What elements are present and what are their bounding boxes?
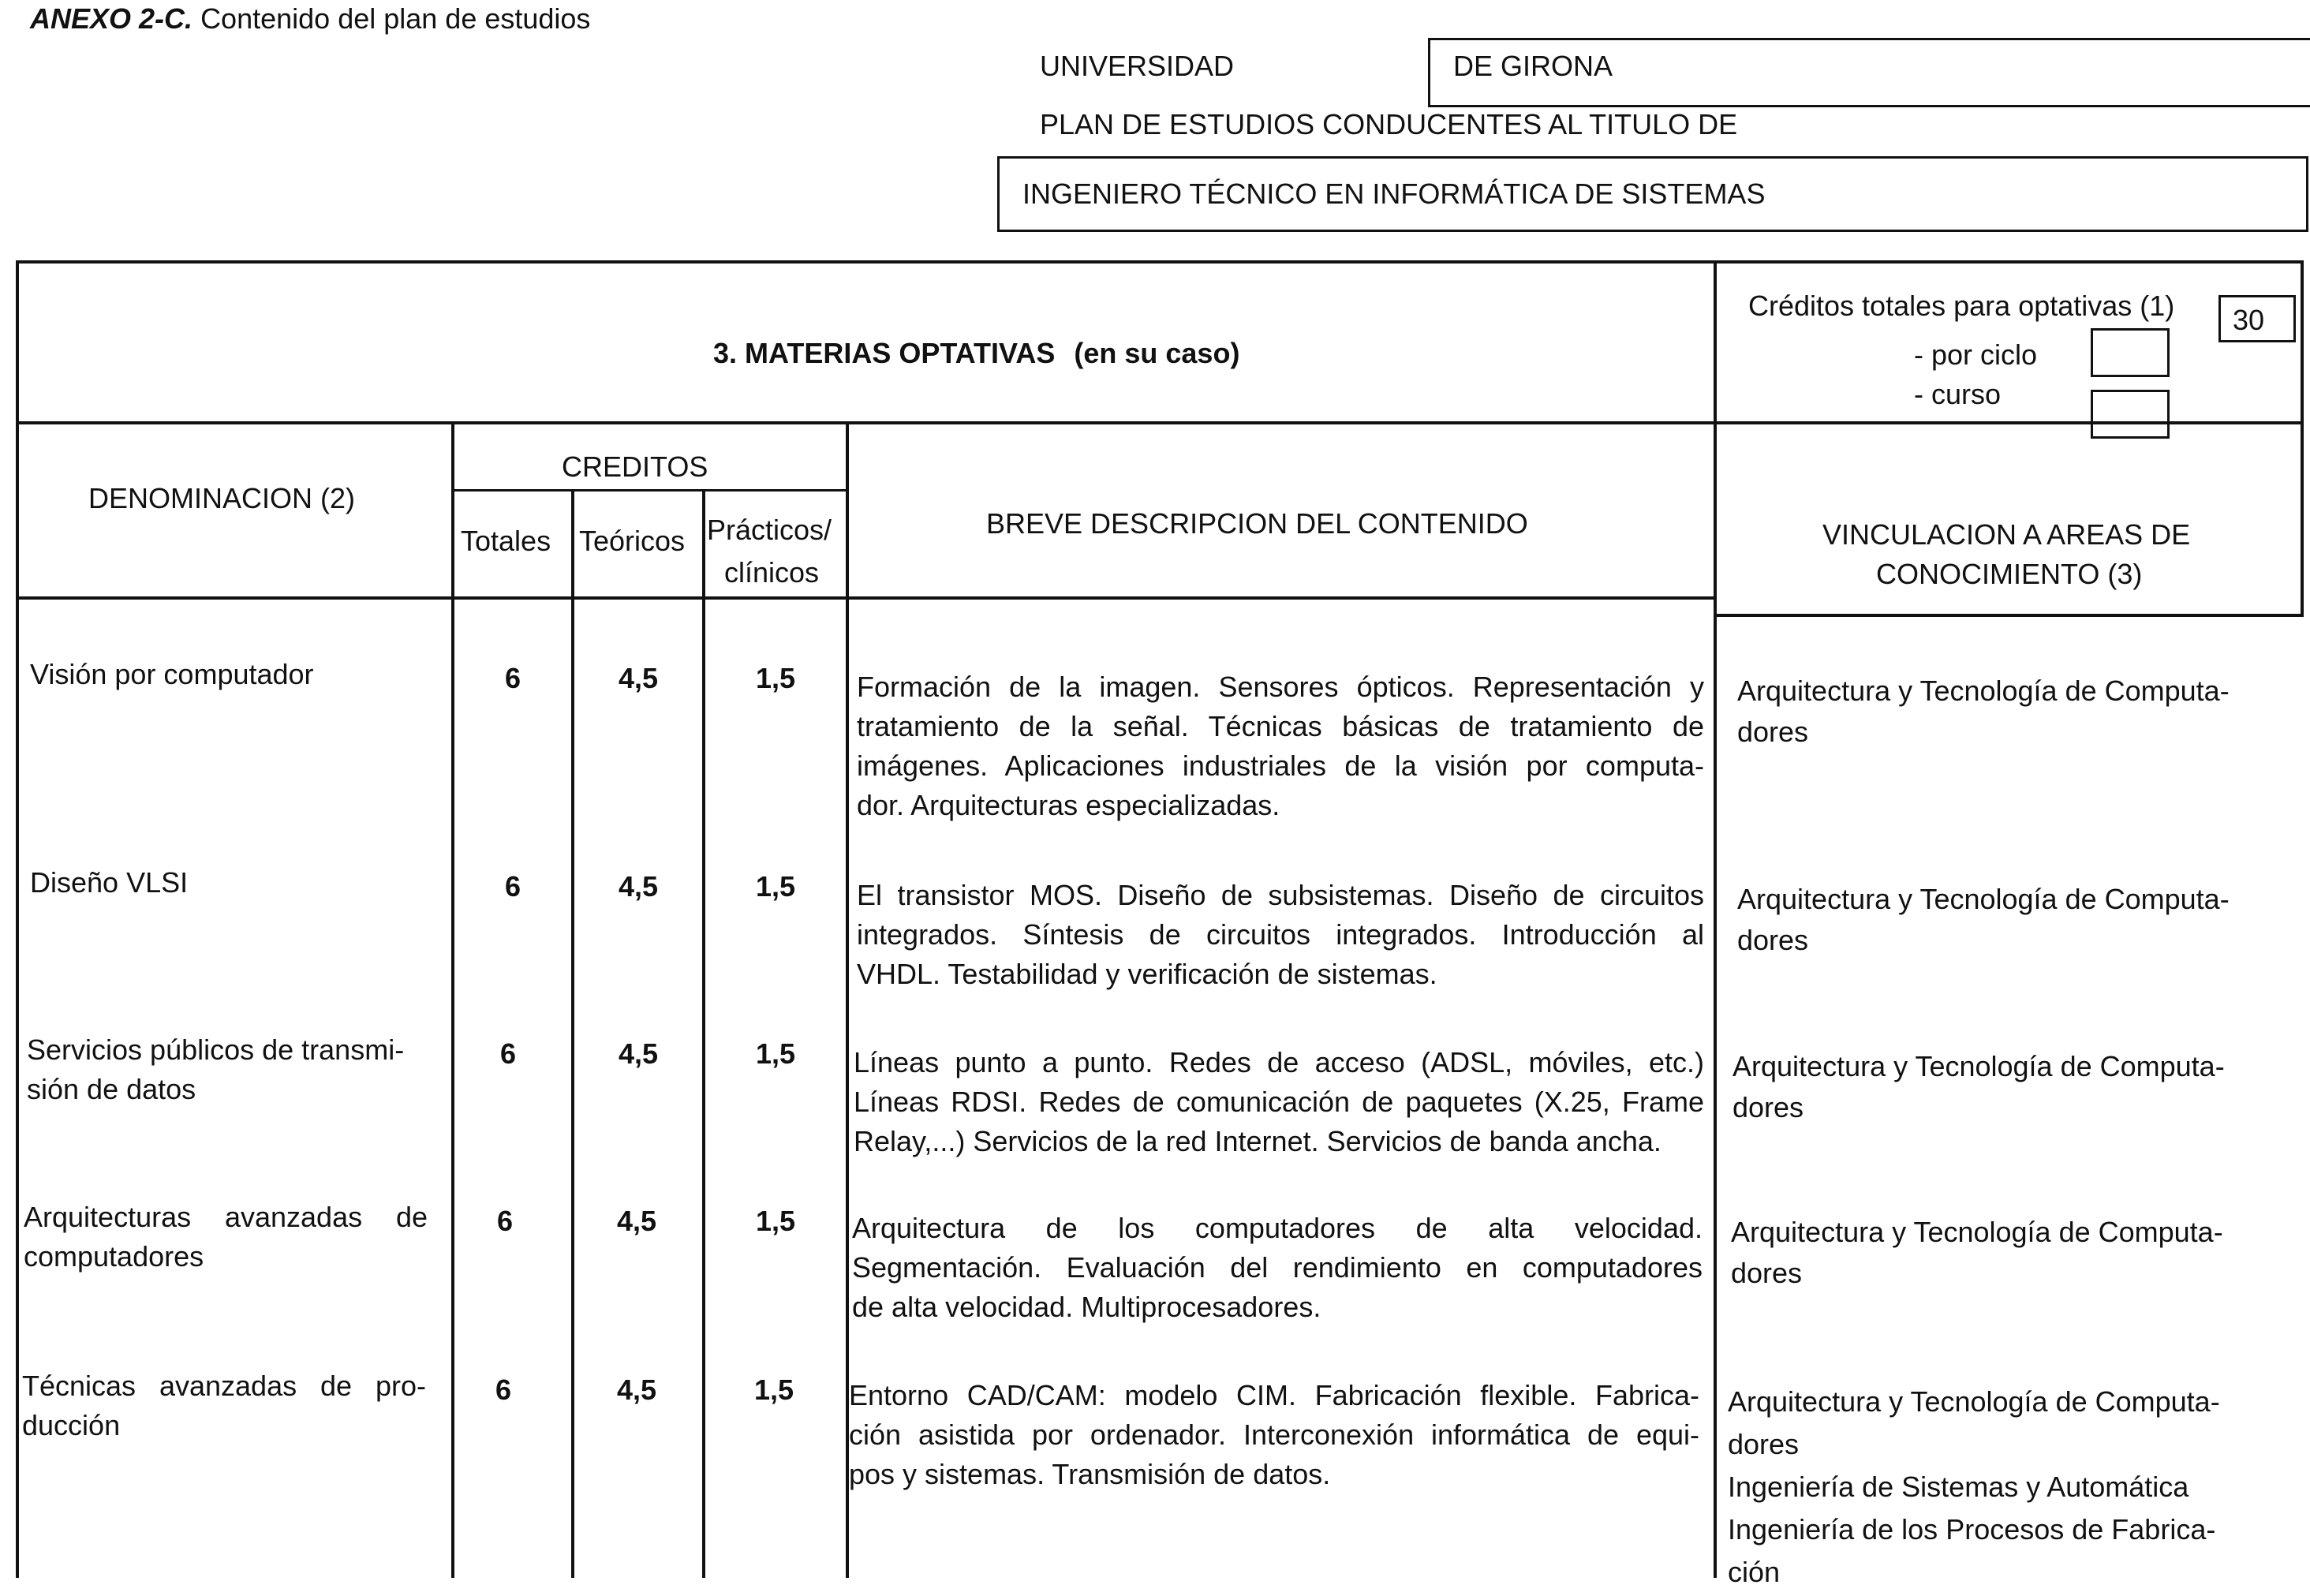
row-3-theory: 4,5 xyxy=(618,1037,659,1070)
col-areas-2: CONOCIMIENTO (3) xyxy=(1876,558,2143,590)
divider-totals xyxy=(571,491,574,1578)
row-1-description: Formación de la imagen. Sensores ópticos. Representación y tratamiento de la señal. Técnicas básicas de tratamiento de imágenes. Aplicaciones industriales de la visión por computa- dor. Arquitecturas especializadas. xyxy=(857,671,1704,821)
row-2-description: El transistor MOS. Diseño de subsistemas. Diseño de circuitos integrados. Síntesis de circuitos integrados. Introducción al VHDL. Testabilidad y verificación de sistemas. xyxy=(857,879,1704,990)
credits-total-value: 30 xyxy=(2233,304,2265,336)
section-subtitle: (en su caso) xyxy=(1074,337,1240,369)
section-title-text: 3. MATERIAS OPTATIVAS xyxy=(713,337,1056,369)
plan-label: PLAN DE ESTUDIOS CONDUCENTES AL TITULO DE xyxy=(1040,108,1738,140)
row-5-description: Entorno CAD/CAM: modelo CIM. Fabricación flexible. Fabrica- ción asistida por ordenador. Interconexión informática de equi- pos y sistemas. Transmisión de datos. xyxy=(849,1379,1699,1490)
table-right-border xyxy=(2301,260,2304,615)
row-4-totals: 6 xyxy=(496,1205,514,1237)
col-totals: Totales xyxy=(461,525,551,557)
per-course-box xyxy=(2091,390,2170,439)
annex-label: ANEXO 2-C. xyxy=(30,2,193,35)
col-credits: CREDITOS xyxy=(562,450,708,483)
row-5-name: Técnicas avanzadas de pro- ducción xyxy=(22,1370,426,1441)
row-4-name: Arquitecturas avanzadas de computadores xyxy=(24,1201,428,1273)
row-2-totals: 6 xyxy=(504,870,521,903)
row-4-description: Arquitectura de los computadores de alta velocidad. Segmentación. Evaluación del rendimiento en computadores de alta velocidad. Multiprocesadores. xyxy=(852,1212,1703,1323)
per-cycle-box xyxy=(2091,328,2170,377)
col-denomination: DENOMINACION (2) xyxy=(88,482,356,514)
row-1-practice: 1,5 xyxy=(755,662,796,694)
row-1-areas: Arquitectura y Tecnología de Computa- dores xyxy=(1737,675,2230,748)
section-bottom-line xyxy=(16,421,2304,424)
divider-description xyxy=(1714,260,1717,1578)
degree-title: INGENIERO TÉCNICO EN INFORMÁTICA DE SISTEMAS xyxy=(1022,178,1766,210)
row-3-areas: Arquitectura y Tecnología de Computa- dores xyxy=(1732,1050,2225,1123)
col-practical-1: Prácticos/ xyxy=(707,514,832,546)
col-description: BREVE DESCRIPCION DEL CONTENIDO xyxy=(986,507,1528,540)
row-4-theory: 4,5 xyxy=(616,1205,657,1237)
col-practical-2: clínicos xyxy=(724,556,820,589)
row-2-practice: 1,5 xyxy=(755,870,796,903)
section-title xyxy=(713,336,1239,371)
credits-total-label: Créditos totales para optativas (1) xyxy=(1748,290,2175,322)
row-3-description: Líneas punto a punto. Redes de acceso (ADSL, móviles, etc.) Líneas RDSI. Redes de comunicación de paquetes (X.25, Frame Relay,...) Servicios de la red Internet. Servicios de banda ancha. xyxy=(854,1046,1704,1157)
row-3-totals: 6 xyxy=(499,1037,517,1070)
header-bottom-right xyxy=(1717,614,2304,617)
row-1-name: Visión por computador xyxy=(30,658,314,690)
table-left-border xyxy=(16,260,19,1578)
annex-heading xyxy=(30,2,590,36)
annex-title: Contenido del plan de estudios xyxy=(200,2,591,35)
per-course-label: - curso xyxy=(1914,378,2002,410)
col-areas-1: VINCULACION A AREAS DE xyxy=(1822,518,2191,551)
header-bottom-left xyxy=(16,596,1717,600)
row-4-practice: 1,5 xyxy=(755,1205,796,1237)
table-top-border xyxy=(16,260,2304,264)
divider-theory xyxy=(702,491,705,1578)
row-2-name: Diseño VLSI xyxy=(30,866,189,899)
row-2-areas: Arquitectura y Tecnología de Computa- dores xyxy=(1737,883,2230,956)
university-label: UNIVERSIDAD xyxy=(1040,50,1235,82)
row-1-totals: 6 xyxy=(504,662,521,694)
row-5-practice: 1,5 xyxy=(753,1374,794,1406)
row-3-practice: 1,5 xyxy=(755,1037,796,1070)
row-2-theory: 4,5 xyxy=(618,870,659,903)
university-value: DE GIRONA xyxy=(1453,50,1613,82)
credits-divider-top xyxy=(454,489,847,492)
row-5-totals: 6 xyxy=(495,1374,512,1406)
row-4-areas: Arquitectura y Tecnología de Computa- dores xyxy=(1731,1216,2223,1289)
per-cycle-label: - por ciclo xyxy=(1914,338,2038,371)
row-3-name: Servicios públicos de transmi- sión de datos xyxy=(27,1033,405,1105)
row-5-areas: Arquitectura y Tecnología de Computa- dores Ingeniería de Sistemas y Automática Ingeniería de los Procesos de Fabrica- ción xyxy=(1728,1385,2220,1588)
row-5-theory: 4,5 xyxy=(616,1374,657,1406)
row-1-theory: 4,5 xyxy=(618,662,659,694)
col-theory: Teóricos xyxy=(579,525,686,557)
